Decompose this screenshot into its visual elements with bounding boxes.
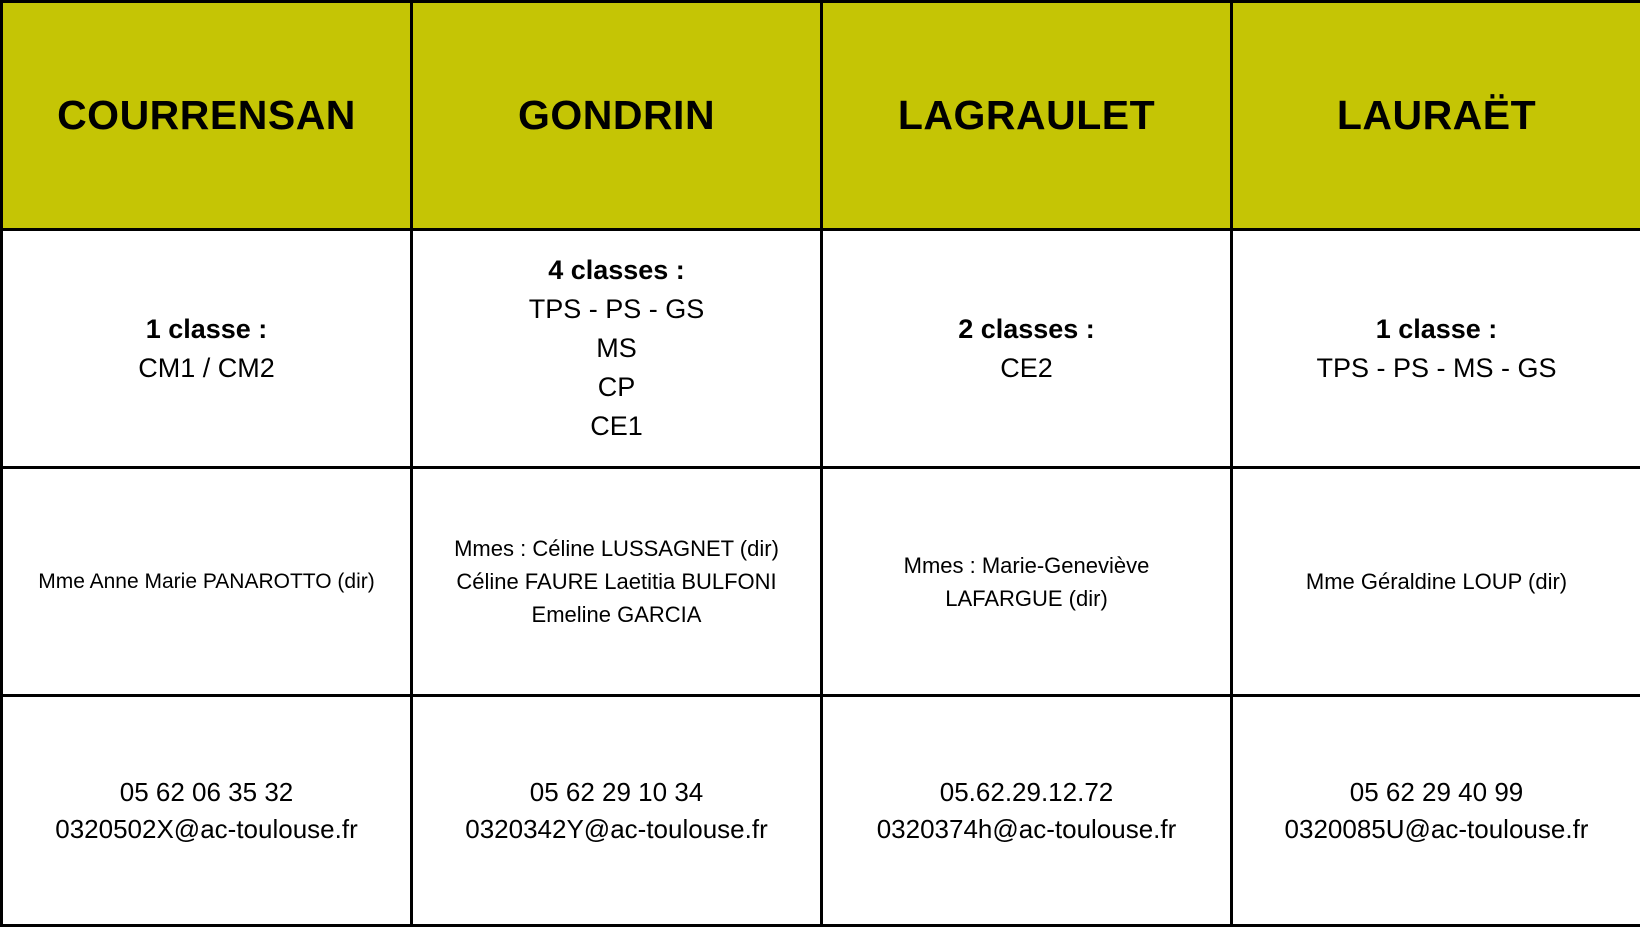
phone-number: 05 62 29 40 99 (1239, 774, 1634, 811)
classes-cell-lagraulet (822, 230, 1232, 468)
teachers-cell-lagraulet (822, 468, 1232, 696)
teacher-line: Mme Géraldine LOUP (dir) (1239, 565, 1634, 598)
class-level: CE2 (829, 349, 1224, 388)
teachers-cell-lauraet (1232, 468, 1640, 696)
classes-count: 1 classe : (9, 310, 404, 349)
school-names-row (2, 2, 1640, 230)
class-level: CE1 (419, 407, 814, 446)
contact-row (2, 696, 1640, 926)
email-address: 0320342Y@ac-toulouse.fr (419, 811, 814, 848)
teacher-line: Emeline GARCIA (419, 598, 814, 631)
class-level: CP (419, 368, 814, 407)
classes-row (2, 230, 1640, 468)
email-address: 0320374h@ac-toulouse.fr (829, 811, 1224, 848)
teacher-line: LAFARGUE (dir) (829, 582, 1224, 615)
teacher-line: Mmes : Céline LUSSAGNET (dir) (419, 532, 814, 565)
class-level: TPS - PS - GS (419, 290, 814, 329)
phone-number: 05.62.29.12.72 (829, 774, 1224, 811)
contact-cell-lauraet (1232, 696, 1640, 926)
contact-cell-gondrin (412, 696, 822, 926)
class-level: CM1 / CM2 (9, 349, 404, 388)
contact-cell-lagraulet (822, 696, 1232, 926)
classes-cell-gondrin (412, 230, 822, 468)
email-address: 0320502X@ac-toulouse.fr (9, 811, 404, 848)
teacher-line: Mmes : Marie-Geneviève (829, 549, 1224, 582)
contact-cell-courrensan (2, 696, 412, 926)
classes-cell-lauraet (1232, 230, 1640, 468)
phone-number: 05 62 06 35 32 (9, 774, 404, 811)
school-name-lagraulet: LAGRAULET (822, 2, 1232, 230)
teacher-line: Céline FAURE Laetitia BULFONI (419, 565, 814, 598)
classes-cell-courrensan (2, 230, 412, 468)
school-name-lauraet: LAURAËT (1232, 2, 1640, 230)
teachers-cell-courrensan (2, 468, 412, 696)
classes-count: 1 classe : (1239, 310, 1634, 349)
school-name-courrensan: COURRENSAN (2, 2, 412, 230)
teachers-row (2, 468, 1640, 696)
class-level: MS (419, 329, 814, 368)
classes-count: 4 classes : (419, 251, 814, 290)
classes-count: 2 classes : (829, 310, 1224, 349)
class-level: TPS - PS - MS - GS (1239, 349, 1634, 388)
teachers-cell-gondrin (412, 468, 822, 696)
email-address: 0320085U@ac-toulouse.fr (1239, 811, 1634, 848)
teacher-line: Mme Anne Marie PANAROTTO (dir) (9, 565, 404, 598)
school-name-gondrin: GONDRIN (412, 2, 822, 230)
phone-number: 05 62 29 10 34 (419, 774, 814, 811)
